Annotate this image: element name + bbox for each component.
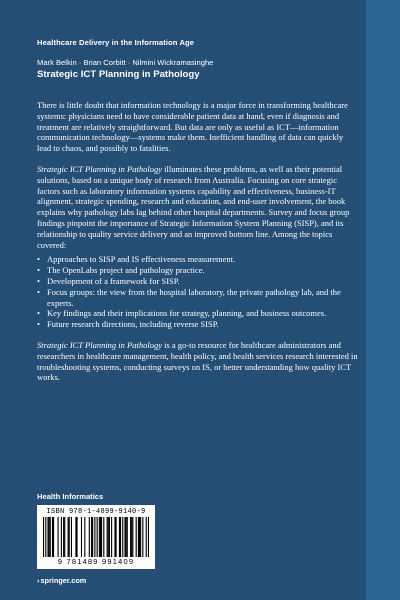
barcode-bar <box>68 517 69 557</box>
barcode-bar <box>92 517 93 557</box>
barcode-bar <box>64 517 65 557</box>
barcode-bar <box>107 517 108 557</box>
blurb-audience-text: is a go-to resource for healthcare administrators and researchers in healthcare management, health policy, and health services research interested in troubleshooting systems, conducting surveys on IS, or better understanding how quality ICT works. <box>37 339 358 383</box>
barcode-bar <box>81 517 82 557</box>
barcode-bar <box>61 517 62 557</box>
barcode-bar <box>50 517 51 557</box>
barcode-bar <box>84 517 85 557</box>
barcode-bar <box>43 517 44 557</box>
barcode-bar <box>99 517 100 557</box>
blurb-title-reference: Strategic ICT Planning in Pathology <box>37 163 162 174</box>
isbn-barcode <box>37 505 155 569</box>
book-title: Strategic ICT Planning in Pathology <box>37 69 200 80</box>
spine-accent-stripe <box>366 0 400 600</box>
barcode-bar <box>91 517 92 557</box>
topic-item: • Future research directions, including reverse SISP. <box>37 319 359 330</box>
barcode-bar <box>120 517 121 557</box>
back-cover-blurb <box>37 100 359 383</box>
barcode-bar <box>124 517 125 557</box>
topic-item: • Approaches to SISP and IS effectiveness measurement. <box>37 254 359 265</box>
topics-list <box>37 254 359 330</box>
barcode-bar <box>71 517 72 557</box>
topic-item: • Development of a framework for SISP. <box>37 276 359 287</box>
barcode-bar <box>111 517 112 557</box>
publisher-url <box>37 576 86 585</box>
barcode-bar <box>100 517 101 557</box>
subject-category: Health Informatics <box>37 492 104 501</box>
barcode-bar <box>101 517 102 557</box>
topic-item: • The OpenLabs project and pathology practice. <box>37 265 359 276</box>
barcode-bar <box>94 517 95 557</box>
barcode-bar <box>140 517 141 557</box>
barcode-bar <box>53 517 54 557</box>
barcode-bar <box>108 517 109 557</box>
barcode-bar <box>130 517 131 557</box>
barcode-bar <box>136 517 137 557</box>
barcode-bar <box>63 517 64 557</box>
barcode-bar <box>142 517 143 557</box>
barcode-bar <box>116 517 117 557</box>
blurb-title-reference: Strategic ICT Planning in Pathology <box>37 339 162 350</box>
blurb-paragraph-summary <box>37 164 359 250</box>
blurb-paragraph-intro: There is little doubt that information technology is a major force in transforming healthcare systems: physicians need to have considerable patient data at hand, even if diagnosis and treatment are relatively straightforward. But data are only as useful as ICT—information communication technology—systems make them. Inefficient handling of data can quickly lead to chaos, and possibly to fatalities. <box>37 100 348 154</box>
barcode-bar <box>132 517 133 557</box>
isbn-label: ISBN 978-1-4899-9140-9 <box>46 508 146 516</box>
barcode-bar <box>122 517 123 557</box>
barcode-bar <box>47 517 48 557</box>
publisher-name: springer.com <box>40 576 87 585</box>
barcode-bar <box>148 517 149 557</box>
barcode-bar <box>52 517 53 557</box>
barcode-bar <box>49 517 50 557</box>
barcode-bar <box>76 517 77 557</box>
barcode-bar <box>75 517 76 557</box>
blurb-summary-text: illuminates these problems, as well as their potential solutions, based on a unique body of research from Australia. Focusing on core strategic factors such as laboratory information systems capability and effectiveness, business-IT alignment, strategic spending, research and education, and end-user involvement, the book explains why pathology labs lag behind other hospital departments. Survey and focus group findings pinpoint the importance of Strategic Information System Planning (SISP), and its relationship to quality service delivery and an improved bottom line. Among the topics covered: <box>37 163 350 250</box>
barcode-bars <box>43 517 149 557</box>
barcode-bar <box>126 517 127 557</box>
topic-item: • Focus groups: the view from the hospital laboratory, the private pathology lab, and the experts. <box>37 287 359 309</box>
barcode-bar <box>138 517 139 557</box>
ean-digits: 9 781489 991409 <box>57 557 135 566</box>
topic-item: • Key findings and their implications for strategy, planning, and business outcomes. <box>37 308 359 319</box>
barcode-bar <box>114 517 115 557</box>
barcode-bar <box>45 517 46 557</box>
barcode-bar <box>97 517 98 557</box>
barcode-bar <box>119 517 120 557</box>
barcode-bar <box>69 517 70 557</box>
barcode-bar <box>109 517 110 557</box>
barcode-bar <box>131 517 132 557</box>
arrow-icon: › <box>37 576 40 585</box>
barcode-bar <box>146 517 147 557</box>
barcode-bar <box>103 517 104 557</box>
series-title: Healthcare Delivery in the Information Age <box>37 38 195 47</box>
barcode-bar <box>139 517 140 557</box>
barcode-bar <box>58 517 59 557</box>
blurb-paragraph-audience <box>37 340 359 383</box>
barcode-bar <box>89 517 90 557</box>
author-list: Mark Belkin · Brian Corbitt · Nilmini Wickramasinghe <box>37 58 214 67</box>
barcode-bar <box>127 517 128 557</box>
